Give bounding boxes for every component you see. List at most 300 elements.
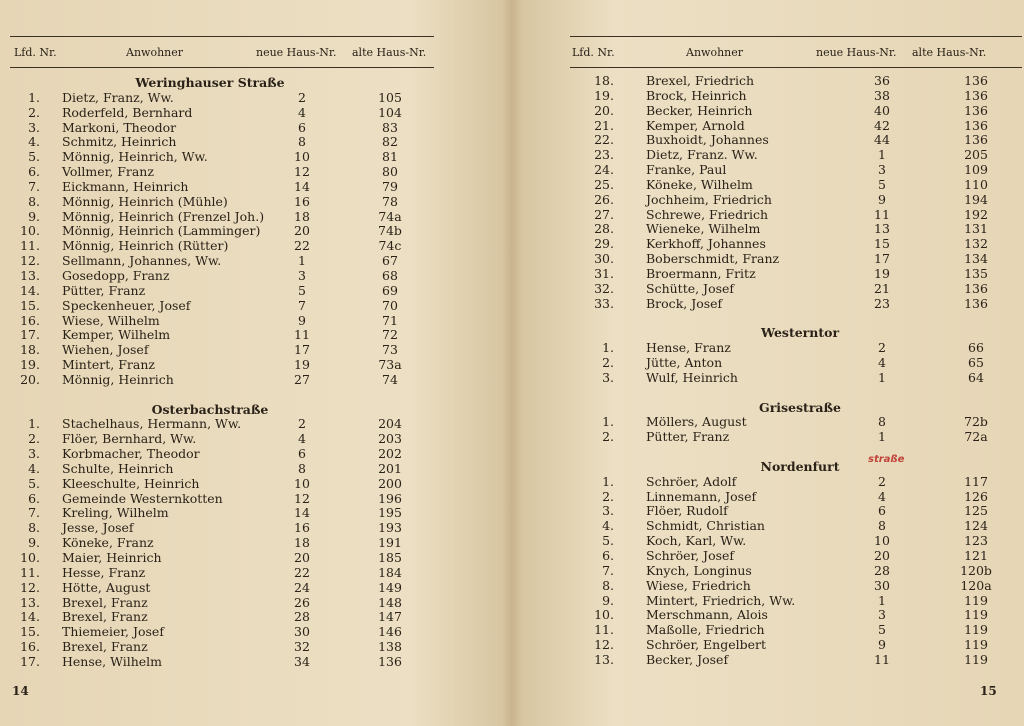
row-number: 4.	[28, 134, 40, 150]
resident-name: Kerkhoff, Johannes	[646, 236, 766, 252]
row-number: 8.	[602, 577, 614, 593]
row-number: 1.	[28, 89, 40, 105]
table-row	[10, 254, 434, 269]
old-house-number: 136	[964, 73, 988, 88]
old-house-number: 65	[968, 355, 984, 371]
old-house-number: 136	[964, 295, 988, 311]
new-house-number: 10	[294, 149, 310, 165]
table-row	[10, 314, 434, 329]
row-number: 26.	[594, 191, 614, 207]
header-new: neue Haus-Nr.	[256, 45, 337, 59]
new-house-number: 8	[298, 134, 306, 150]
old-house-number: 73a	[378, 357, 402, 373]
row-number: 4.	[602, 518, 614, 534]
header-old: alte Haus-Nr.	[352, 45, 427, 59]
row-number: 16.	[20, 639, 40, 655]
old-house-number: 201	[378, 460, 402, 476]
row-number: 13.	[594, 651, 614, 667]
resident-name: Schröer, Adolf	[646, 473, 737, 489]
old-house-number: 119	[964, 637, 988, 653]
new-house-number: 1	[878, 429, 886, 445]
resident-name: Stachelhaus, Hermann, Ww.	[62, 416, 242, 432]
resident-name: Hötte, August	[62, 579, 151, 595]
new-house-number: 44	[874, 132, 890, 148]
new-house-number: 3	[298, 267, 306, 283]
old-house-number: 79	[382, 178, 398, 194]
new-house-number: 16	[294, 193, 310, 209]
new-house-number: 19	[874, 265, 890, 281]
street-heading	[110, 403, 310, 418]
row-number: 15.	[20, 297, 40, 313]
resident-name: Roderfeld, Bernhard	[62, 104, 193, 120]
row-number: 9.	[28, 535, 40, 551]
handwritten-note: straße	[868, 453, 905, 465]
table-row	[10, 121, 434, 136]
row-number: 6.	[28, 490, 40, 506]
page-number: 14	[12, 684, 29, 698]
header-new: neue Haus-Nr.	[816, 45, 897, 59]
row-number: 32.	[594, 280, 614, 296]
table-row	[10, 477, 434, 492]
new-house-number: 18	[294, 208, 310, 224]
old-house-number: 134	[964, 251, 988, 267]
resident-name: Brexel, Franz	[62, 639, 148, 655]
table-row	[10, 610, 434, 625]
table-row	[10, 566, 434, 581]
table-row	[570, 623, 1022, 638]
table-row	[10, 150, 434, 165]
row-number: 8.	[28, 520, 40, 536]
new-house-number: 11	[874, 206, 890, 222]
old-house-number: 105	[378, 89, 402, 105]
table-row	[10, 91, 434, 106]
new-house-number: 24	[294, 579, 310, 595]
table-header	[570, 36, 1022, 68]
new-house-number: 12	[294, 164, 310, 180]
old-house-number: 136	[378, 653, 402, 669]
table-row	[570, 237, 1022, 252]
row-number: 1.	[28, 416, 40, 432]
table-row	[10, 447, 434, 462]
row-number: 31.	[594, 265, 614, 281]
old-house-number: 72a	[964, 429, 988, 445]
new-house-number: 30	[294, 624, 310, 640]
new-house-number: 2	[878, 473, 886, 489]
resident-name: Merschmann, Alois	[646, 607, 768, 623]
old-house-number: 193	[378, 520, 402, 536]
new-house-number: 1	[878, 592, 886, 608]
table-row	[10, 581, 434, 596]
row-number: 11.	[20, 238, 40, 254]
table-row	[570, 415, 1022, 430]
resident-name: Gemeinde Westernkotten	[62, 490, 223, 506]
new-house-number: 20	[294, 223, 310, 239]
resident-name: Linnemann, Josef	[646, 488, 757, 504]
street-heading	[700, 453, 905, 475]
resident-name: Kemper, Arnold	[646, 117, 745, 133]
new-house-number: 28	[874, 562, 890, 578]
table-row	[10, 640, 434, 655]
new-house-number: 30	[874, 577, 890, 593]
table-row	[10, 373, 434, 388]
row-number: 29.	[594, 236, 614, 252]
row-number: 2.	[602, 488, 614, 504]
row-number: 3.	[28, 119, 40, 135]
new-house-number: 42	[874, 117, 890, 133]
table-row	[570, 297, 1022, 312]
row-number: 2.	[602, 429, 614, 445]
row-number: 19.	[20, 357, 40, 373]
row-number: 7.	[602, 562, 614, 578]
new-house-number: 19	[294, 357, 310, 373]
resident-name: Brexel, Franz	[62, 594, 148, 610]
new-house-number: 36	[874, 73, 890, 88]
new-house-number: 40	[874, 102, 890, 118]
new-house-number: 2	[878, 340, 886, 356]
old-house-number: 185	[378, 550, 402, 565]
row-number: 17.	[20, 653, 40, 669]
row-number: 13.	[20, 267, 40, 283]
row-number: 3.	[602, 503, 614, 519]
old-house-number: 73	[382, 342, 398, 358]
old-house-number: 138	[378, 639, 402, 655]
resident-name: Eickmann, Heinrich	[62, 178, 189, 194]
resident-name: Kreling, Wilhelm	[62, 505, 169, 521]
new-house-number: 8	[878, 518, 886, 534]
resident-name: Boberschmidt, Franz	[646, 251, 780, 267]
row-number: 8.	[28, 193, 40, 209]
new-house-number: 34	[294, 653, 310, 669]
table-row	[570, 119, 1022, 134]
table-row	[570, 519, 1022, 534]
old-house-number: 121	[964, 548, 988, 563]
resident-name: Mintert, Franz	[62, 357, 155, 373]
row-number: 17.	[20, 327, 40, 343]
old-house-number: 74a	[378, 208, 402, 224]
resident-list	[570, 74, 1022, 668]
header-nr: Lfd. Nr.	[572, 45, 615, 59]
table-row	[570, 282, 1022, 297]
resident-name: Kemper, Wilhelm	[62, 327, 171, 343]
old-house-number: 74b	[378, 223, 402, 239]
row-number: 6.	[28, 164, 40, 180]
resident-list	[10, 76, 434, 670]
street-heading	[700, 401, 900, 416]
table-row	[10, 596, 434, 611]
new-house-number: 4	[878, 355, 886, 371]
resident-name: Maier, Heinrich	[62, 550, 162, 565]
table-row	[10, 417, 434, 432]
old-house-number: 70	[382, 297, 398, 313]
new-house-number: 20	[874, 548, 890, 563]
row-number: 4.	[28, 460, 40, 476]
new-house-number: 28	[294, 609, 310, 625]
new-house-number: 7	[298, 297, 306, 313]
table-row	[570, 594, 1022, 609]
resident-name: Hense, Wilhelm	[62, 653, 163, 669]
old-house-number: 74	[382, 371, 398, 387]
old-house-number: 194	[964, 191, 988, 207]
table-row	[570, 89, 1022, 104]
table-row	[570, 222, 1022, 237]
new-house-number: 5	[878, 176, 886, 192]
old-house-number: 120b	[960, 562, 992, 578]
row-number: 20.	[594, 102, 614, 118]
old-house-number: 136	[964, 117, 988, 133]
old-house-number: 202	[378, 446, 402, 462]
new-house-number: 4	[298, 104, 306, 120]
new-house-number: 6	[298, 119, 306, 135]
row-number: 21.	[594, 117, 614, 133]
resident-name: Becker, Josef	[646, 651, 729, 667]
table-row	[10, 269, 434, 284]
old-house-number: 83	[382, 119, 398, 135]
table-row	[10, 195, 434, 210]
table-row	[10, 210, 434, 225]
new-house-number: 1	[298, 253, 306, 269]
header-name: Anwohner	[686, 45, 744, 59]
resident-name: Schulte, Heinrich	[62, 460, 174, 476]
new-house-number: 32	[294, 639, 310, 655]
new-house-number: 13	[874, 221, 890, 237]
table-row	[10, 299, 434, 314]
table-row	[10, 521, 434, 536]
resident-name: Markoni, Theodor	[62, 119, 177, 135]
row-number: 16.	[20, 312, 40, 328]
table-row	[570, 504, 1022, 519]
table-row	[10, 655, 434, 670]
new-house-number: 11	[874, 651, 890, 667]
new-house-number: 8	[878, 414, 886, 430]
old-house-number: 149	[378, 579, 402, 595]
new-house-number: 4	[878, 488, 886, 504]
resident-name: Mönnig, Heinrich (Frenzel Joh.)	[62, 208, 265, 224]
resident-name: Franke, Paul	[646, 162, 727, 178]
table-row	[570, 267, 1022, 282]
new-house-number: 5	[878, 622, 886, 638]
old-house-number: 72b	[964, 414, 988, 430]
resident-name: Möllers, August	[646, 414, 747, 430]
row-number: 3.	[602, 369, 614, 385]
old-house-number: 184	[378, 564, 402, 580]
resident-name: Becker, Heinrich	[646, 102, 753, 118]
new-house-number: 21	[874, 280, 890, 296]
resident-name: Mönnig, Heinrich (Mühle)	[62, 193, 228, 209]
table-row	[10, 135, 434, 150]
resident-name: Vollmer, Franz	[62, 164, 154, 180]
new-house-number: 5	[298, 282, 306, 298]
new-house-number: 14	[294, 178, 310, 194]
row-number: 9.	[602, 592, 614, 608]
old-house-number: 136	[964, 132, 988, 148]
table-header	[10, 36, 434, 68]
table-row	[570, 534, 1022, 549]
new-house-number: 1	[878, 369, 886, 385]
resident-name: Gosedopp, Franz	[62, 267, 170, 283]
street-heading	[110, 76, 310, 91]
resident-name: Jütte, Anton	[646, 355, 723, 371]
row-number: 12.	[20, 579, 40, 595]
row-number: 24.	[594, 162, 614, 178]
resident-name: Wiehen, Josef	[62, 342, 149, 358]
new-house-number: 9	[878, 637, 886, 653]
header-old: alte Haus-Nr.	[912, 45, 987, 59]
old-house-number: 78	[382, 193, 398, 209]
resident-name: Dietz, Franz. Ww.	[646, 147, 758, 163]
table-row	[10, 551, 434, 566]
new-house-number: 10	[874, 533, 890, 549]
row-number: 13.	[20, 594, 40, 610]
new-house-number: 3	[878, 607, 886, 623]
row-number: 5.	[28, 149, 40, 165]
row-number: 14.	[20, 282, 40, 298]
old-house-number: 205	[964, 147, 988, 163]
resident-name: Buxhoidt, Johannes	[646, 132, 769, 148]
section-gap	[570, 312, 1022, 327]
old-house-number: 110	[964, 176, 988, 192]
old-house-number: 72	[382, 327, 398, 343]
old-house-number: 203	[378, 431, 402, 447]
resident-name: Pütter, Franz	[646, 429, 730, 445]
row-number: 22.	[594, 132, 614, 148]
old-house-number: 196	[378, 490, 402, 506]
resident-name: Thiemeier, Josef	[62, 624, 164, 640]
resident-name: Köneke, Wilhelm	[646, 176, 753, 192]
new-house-number: 8	[298, 460, 306, 476]
old-house-number: 64	[968, 369, 984, 385]
street-name: Weringhauser Straße	[135, 75, 285, 90]
row-number: 19.	[594, 87, 614, 103]
new-house-number: 6	[878, 503, 886, 519]
new-house-number: 38	[874, 87, 890, 103]
old-house-number: 119	[964, 651, 988, 667]
resident-name: Hesse, Franz	[62, 564, 146, 580]
header-name: Anwohner	[126, 45, 184, 59]
table-row	[10, 625, 434, 640]
new-house-number: 3	[878, 162, 886, 178]
row-number: 28.	[594, 221, 614, 237]
table-row	[10, 180, 434, 195]
resident-name: Wulf, Heinrich	[646, 369, 738, 385]
row-number: 11.	[20, 564, 40, 580]
row-number: 12.	[594, 637, 614, 653]
new-house-number: 9	[878, 191, 886, 207]
table-row	[570, 74, 1022, 89]
table-row	[570, 579, 1022, 594]
old-house-number: 147	[378, 609, 402, 625]
old-house-number: 82	[382, 134, 398, 150]
resident-name: Mönnig, Heinrich (Rütter)	[62, 238, 229, 254]
old-house-number: 124	[964, 518, 988, 534]
resident-name: Flöer, Bernhard, Ww.	[62, 431, 197, 447]
row-number: 18.	[594, 73, 614, 88]
old-house-number: 119	[964, 592, 988, 608]
old-house-number: 74c	[378, 238, 402, 254]
resident-name: Mönnig, Heinrich (Lamminger)	[62, 223, 261, 239]
old-house-number: 81	[382, 149, 398, 165]
table-row	[570, 148, 1022, 163]
old-house-number: 123	[964, 533, 988, 549]
new-house-number: 20	[294, 550, 310, 565]
resident-name: Broermann, Fritz	[646, 265, 756, 281]
resident-name: Dietz, Franz, Ww.	[62, 89, 174, 105]
old-house-number: 192	[964, 206, 988, 222]
old-house-number: 195	[378, 505, 402, 521]
table-row	[10, 328, 434, 343]
table-row	[10, 492, 434, 507]
table-row	[570, 356, 1022, 371]
old-house-number: 191	[378, 535, 402, 551]
old-house-number: 136	[964, 280, 988, 296]
resident-name: Knych, Longinus	[646, 562, 752, 578]
new-house-number: 4	[298, 431, 306, 447]
row-number: 11.	[594, 622, 614, 638]
table-row	[570, 371, 1022, 386]
resident-name: Wiese, Friedrich	[646, 577, 751, 593]
new-house-number: 17	[874, 251, 890, 267]
old-house-number: 119	[964, 607, 988, 623]
resident-name: Mönnig, Heinrich, Ww.	[62, 149, 208, 165]
old-house-number: 117	[964, 473, 988, 489]
resident-name: Hense, Franz	[646, 340, 731, 356]
row-number: 12.	[20, 253, 40, 269]
section-gap	[570, 445, 1022, 460]
old-house-number: 136	[964, 87, 988, 103]
resident-name: Köneke, Franz	[62, 535, 154, 551]
resident-name: Schröer, Josef	[646, 548, 735, 563]
row-number: 2.	[602, 355, 614, 371]
table-row	[570, 549, 1022, 564]
resident-name: Brexel, Friedrich	[646, 73, 755, 88]
resident-name: Pütter, Franz	[62, 282, 146, 298]
resident-name: Koch, Karl, Ww.	[646, 533, 747, 549]
row-number: 1.	[602, 473, 614, 489]
table-row	[570, 163, 1022, 178]
old-house-number: 119	[964, 622, 988, 638]
new-house-number: 27	[294, 371, 310, 387]
section-gap	[570, 386, 1022, 401]
resident-name: Brock, Heinrich	[646, 87, 747, 103]
old-house-number: 67	[382, 253, 398, 269]
resident-name: Jesse, Josef	[62, 520, 134, 536]
table-row	[10, 165, 434, 180]
resident-name: Flöer, Rudolf	[646, 503, 728, 519]
row-number: 6.	[602, 548, 614, 563]
new-house-number: 9	[298, 312, 306, 328]
resident-name: Jochheim, Friedrich	[646, 191, 772, 207]
old-house-number: 69	[382, 282, 398, 298]
table-row	[570, 133, 1022, 148]
street-name: Osterbachstraße	[151, 401, 269, 417]
row-number: 33.	[594, 295, 614, 311]
new-house-number: 10	[294, 475, 310, 491]
table-row	[10, 462, 434, 477]
left-page	[0, 0, 500, 726]
old-house-number: 104	[378, 104, 402, 120]
new-house-number: 26	[294, 594, 310, 610]
table-row	[570, 208, 1022, 223]
table-row	[10, 536, 434, 551]
row-number: 7.	[28, 505, 40, 521]
resident-name: Korbmacher, Theodor	[62, 446, 200, 462]
section-gap	[10, 388, 434, 403]
row-number: 2.	[28, 431, 40, 447]
new-house-number: 14	[294, 505, 310, 521]
row-number: 27.	[594, 206, 614, 222]
new-house-number: 22	[294, 564, 310, 580]
old-house-number: 68	[382, 267, 398, 283]
table-row	[570, 475, 1022, 490]
